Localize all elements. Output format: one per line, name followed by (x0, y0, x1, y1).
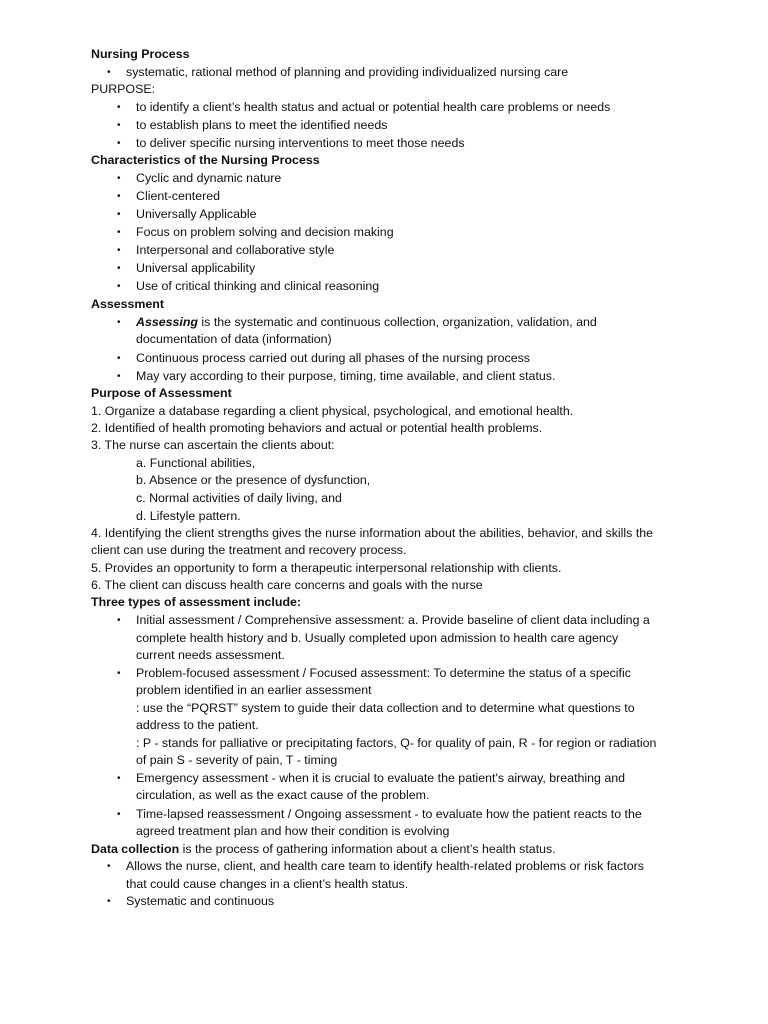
purpose-point: 3. The nurse can ascertain the clients about: (91, 438, 335, 452)
bullet-icon: • (117, 138, 121, 149)
bullet-icon: • (107, 896, 111, 907)
data-collection-item-cont: that could cause changes in a client’s health status. (126, 877, 409, 891)
bullet-icon: • (117, 245, 121, 256)
purpose-item: to identify a client’s health status and actual or potential health care problems or needs (136, 100, 611, 114)
characteristic-item: Cyclic and dynamic nature (136, 171, 282, 185)
bullet-icon: • (117, 191, 121, 202)
characteristic-item: Universal applicability (136, 261, 256, 275)
bullet-icon: • (117, 353, 121, 364)
assessment-type: Emergency assessment - when it is crucial to evaluate the patient's airway, breathing and (136, 771, 626, 785)
data-collection-definition (91, 841, 556, 858)
assessment-type-cont: of pain S - severity of pain, T - timing (136, 753, 338, 767)
purpose-point: 4. Identifying the client strengths gives the nurse information about the abilities, behavior, and skills the (91, 526, 654, 540)
characteristic-item: Use of critical thinking and clinical reasoning (136, 279, 380, 293)
purpose-subpoint: d. Lifestyle pattern. (136, 509, 241, 523)
assessment-type: Initial assessment / Comprehensive assessment: a. Provide baseline of client data including a (136, 613, 650, 627)
assessment-type-cont: agreed treatment plan and how their condition is evolving (136, 824, 450, 838)
assessment-type: Problem-focused assessment / Focused assessment: To determine the status of a specific (136, 666, 631, 680)
assessment-type-cont: problem identified in an earlier assessment (136, 683, 372, 697)
bullet-icon: • (117, 173, 121, 184)
heading-nursing-process: Nursing Process (91, 47, 190, 61)
purpose-point: 6. The client can discuss health care concerns and goals with the nurse (91, 578, 483, 592)
assessment-type-cont: address to the patient. (136, 718, 259, 732)
bullet-icon: • (117, 317, 121, 328)
heading-assessment: Assessment (91, 297, 165, 311)
heading-three-types: Three types of assessment include: (91, 595, 302, 609)
purpose-item: to establish plans to meet the identified needs (136, 118, 388, 132)
bullet-icon: • (117, 209, 121, 220)
assessment-type-cont: : P - stands for palliative or precipitating factors, Q- for quality of pain, R - for region or radiation (136, 736, 657, 750)
bullet-icon: • (117, 615, 121, 626)
purpose-point: 5. Provides an opportunity to form a therapeutic interpersonal relationship with clients. (91, 561, 562, 575)
assessment-type-cont: current needs assessment. (136, 648, 285, 662)
bullet-icon: • (117, 809, 121, 820)
bullet-icon: • (117, 371, 121, 382)
bullet-icon: • (117, 773, 121, 784)
assessment-definition (136, 314, 597, 331)
assessment-item: May vary according to their purpose, timing, time available, and client status. (136, 369, 556, 383)
assessment-type-cont: : use the “PQRST” system to guide their data collection and to determine what questions to (136, 701, 635, 715)
data-collection-term: Data collection (91, 842, 180, 856)
bullet-icon: • (117, 263, 121, 274)
data-collection-def-text: is the process of gathering information about a client’s health status. (179, 842, 556, 856)
heading-characteristics: Characteristics of the Nursing Process (91, 153, 320, 167)
assessment-type-cont: complete health history and b. Usually completed upon admission to health care agency (136, 631, 619, 645)
assessment-definition-cont: documentation of data (information) (136, 332, 332, 346)
bullet-icon: • (117, 102, 121, 113)
purpose-point: 2. Identified of health promoting behaviors and actual or potential health problems. (91, 421, 543, 435)
bullet-icon: • (107, 67, 111, 78)
characteristic-item: Client-centered (136, 189, 221, 203)
bullet-icon: • (117, 281, 121, 292)
assessment-term: Assessing (136, 315, 198, 329)
characteristic-item: Universally Applicable (136, 207, 257, 221)
bullet-icon: • (117, 668, 121, 679)
assessment-type: Time-lapsed reassessment / Ongoing assessment - to evaluate how the patient reacts to the (136, 807, 642, 821)
np-definition: systematic, rational method of planning and providing individualized nursing care (126, 65, 569, 79)
purpose-point-cont: client can use during the treatment and recovery process. (91, 543, 407, 557)
purpose-point: 1. Organize a database regarding a client physical, psychological, and emotional health. (91, 404, 574, 418)
purpose-subpoint: c. Normal activities of daily living, and (136, 491, 342, 505)
characteristic-item: Focus on problem solving and decision making (136, 225, 394, 239)
bullet-icon: • (107, 861, 111, 872)
bullet-icon: • (117, 227, 121, 238)
characteristic-item: Interpersonal and collaborative style (136, 243, 335, 257)
data-collection-item: Systematic and continuous (126, 894, 275, 908)
assessment-type-cont: circulation, as well as the exact cause of the problem. (136, 788, 430, 802)
purpose-item: to deliver specific nursing interventions to meet those needs (136, 136, 465, 150)
assessment-item: Continuous process carried out during all phases of the nursing process (136, 351, 530, 365)
purpose-subpoint: a. Functional abilities, (136, 456, 256, 470)
purpose-subpoint: b. Absence or the presence of dysfunction, (136, 473, 371, 487)
purpose-label: PURPOSE: (91, 82, 156, 96)
data-collection-item: Allows the nurse, client, and health care team to identify health-related problems or risk factors (126, 859, 644, 873)
heading-purpose-assessment: Purpose of Assessment (91, 386, 232, 400)
bullet-icon: • (117, 120, 121, 131)
assessment-def-text: is the systematic and continuous collection, organization, validation, and (197, 315, 597, 329)
